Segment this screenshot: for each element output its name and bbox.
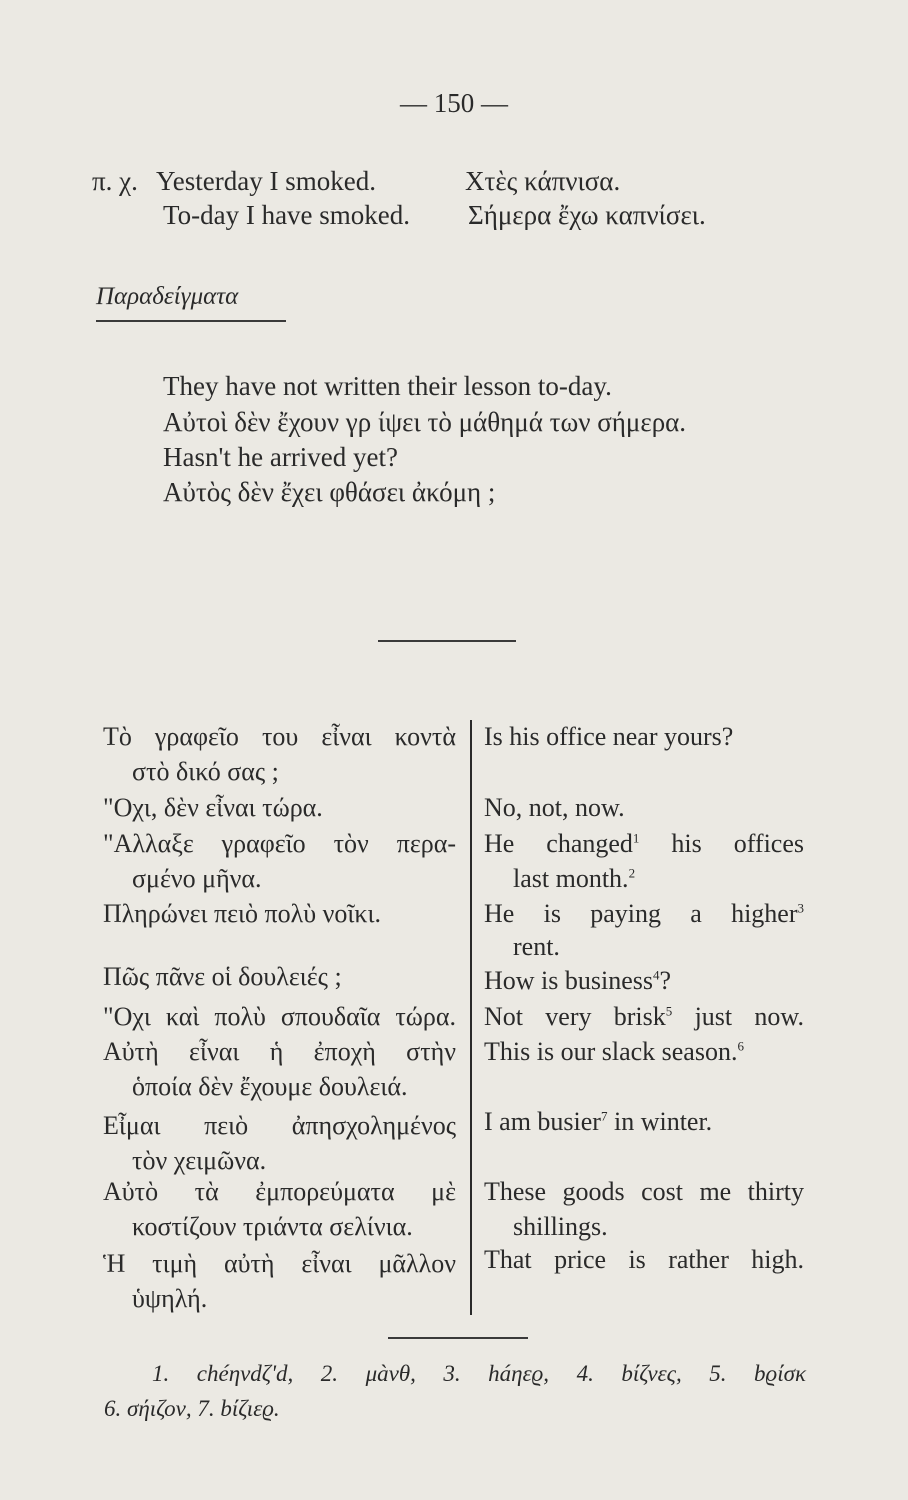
english-line: No, not, now. bbox=[484, 793, 625, 822]
english-line bbox=[484, 1002, 804, 1032]
english-line bbox=[513, 864, 635, 894]
footnote-rule bbox=[388, 1337, 528, 1339]
english-line bbox=[484, 899, 804, 929]
greek-line: Αὐτὸ τὰ ἐμπορεύματα μὲ bbox=[103, 1177, 456, 1206]
greek-line: "Αλλαξε γραφεῖο τὸν περα- bbox=[103, 829, 456, 858]
english-text: He is paying a higher bbox=[484, 899, 798, 928]
english-text: I am busier bbox=[484, 1107, 601, 1136]
example-label: π. χ. bbox=[92, 166, 138, 196]
section-rule bbox=[378, 640, 516, 642]
footnote-line: 6. σήιζον, 7. bίζιεϱ. bbox=[104, 1396, 280, 1421]
english-line: shillings. bbox=[513, 1212, 608, 1241]
footnote-marker: 6 bbox=[737, 1038, 744, 1054]
footnote-marker: 3 bbox=[797, 900, 804, 916]
english-text: in winter. bbox=[607, 1107, 713, 1136]
footnote-marker: 4 bbox=[653, 967, 660, 983]
english-text: just now. bbox=[672, 1002, 805, 1031]
english-line bbox=[484, 1037, 744, 1067]
english-text: This is our slack season. bbox=[484, 1037, 738, 1066]
greek-line: "Οχι καὶ πολὺ σπουδαῖα τώρα. bbox=[103, 1002, 456, 1031]
english-line: Is his office near yours? bbox=[484, 722, 734, 751]
footnote-marker: 2 bbox=[628, 865, 636, 881]
english-text: his offices bbox=[639, 829, 804, 858]
sample-line: They have not written their lesson to-day. bbox=[163, 371, 612, 401]
greek-line: κοστίζουν τριάντα σελίνια. bbox=[132, 1212, 413, 1241]
greek-line: Πληρώνει πειὸ πολὺ νοῖκι. bbox=[103, 899, 382, 928]
english-line: That price is rather high. bbox=[484, 1245, 804, 1274]
greek-line: σμένο μῆνα. bbox=[132, 864, 262, 893]
greek-line: ὑψηλή. bbox=[132, 1284, 208, 1313]
sample-line: Αὐτοὶ δὲν ἔχουν γρ ίψει τὸ μάθημά των σήμερα. bbox=[163, 407, 687, 437]
example-line1-english: Yesterday I smoked. bbox=[156, 166, 376, 196]
section-heading: Παραδείγματα bbox=[96, 283, 239, 310]
greek-line: "Οχι, δὲν εἶναι τώρα. bbox=[103, 793, 323, 822]
english-line bbox=[484, 966, 671, 996]
footnote-marker: 5 bbox=[665, 1003, 673, 1019]
footnote-marker: 7 bbox=[600, 1108, 608, 1124]
example-line2-english: To-day I have smoked. bbox=[163, 200, 411, 230]
english-line: These goods cost me thirty bbox=[484, 1177, 804, 1206]
english-text: Not very brisk bbox=[484, 1002, 666, 1031]
footnote-line: 1. chéηνdζ'd, 2. μàνθ, 3. háηεϱ, 4. bίζνες, 5. bϱίσκ bbox=[152, 1361, 806, 1386]
english-line: rent. bbox=[513, 932, 560, 961]
greek-line: τὸν χειμῶνα. bbox=[132, 1146, 267, 1175]
greek-line: Εἶμαι πειὸ ἀπησχολημένος bbox=[103, 1111, 456, 1140]
english-text: last month. bbox=[513, 864, 629, 893]
english-line bbox=[484, 829, 804, 859]
english-text: ? bbox=[659, 966, 672, 995]
example-line1-greek: Χτὲς κάπνισα. bbox=[465, 166, 621, 196]
greek-line: Πῶς πᾶνε οἱ δουλειές ; bbox=[103, 962, 342, 991]
heading-underline bbox=[96, 320, 286, 322]
footnote-marker: 1 bbox=[632, 830, 640, 846]
english-text: He changed bbox=[484, 829, 633, 858]
greek-line: Ἡ τιμὴ αὐτὴ εἶναι μᾶλλον bbox=[103, 1249, 456, 1278]
greek-line: Τὸ γραφεῖο του εἶναι κοντὰ bbox=[103, 722, 456, 751]
english-line bbox=[484, 1107, 712, 1137]
greek-line: ὁποία δὲν ἔχουμε δουλειά. bbox=[132, 1072, 408, 1101]
page-number: — 150 — bbox=[400, 88, 508, 118]
greek-line: Αὐτὴ εἶναι ἡ ἐποχὴ στὴν bbox=[103, 1037, 456, 1066]
english-text: How is business bbox=[484, 966, 654, 995]
greek-line: στὸ δικό σας ; bbox=[132, 757, 279, 786]
sample-line: Αὐτὸς δὲν ἔχει φθάσει ἀκόμη ; bbox=[163, 477, 496, 507]
sample-line: Hasn't he arrived yet? bbox=[163, 442, 399, 472]
column-divider bbox=[470, 720, 472, 1315]
example-line2-greek: Σήμερα ἔχω καπνίσει. bbox=[468, 200, 706, 230]
